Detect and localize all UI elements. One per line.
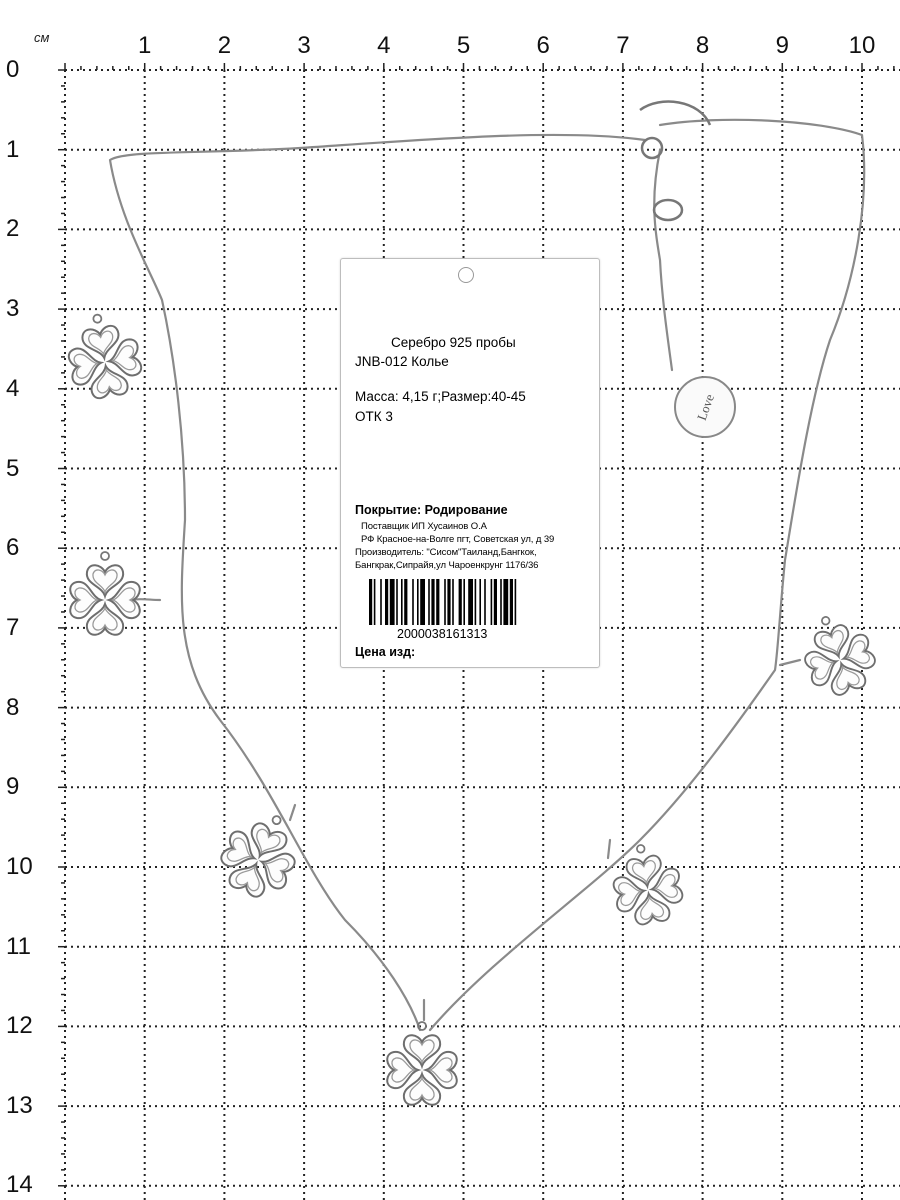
barcode-bar bbox=[463, 579, 465, 625]
x-axis-label: 10 bbox=[848, 32, 876, 59]
barcode-bar bbox=[444, 579, 446, 625]
barcode bbox=[369, 579, 571, 625]
tag-manufacturer-address: Бангкрак,Сипрайя,ул Чароенкрунг 1176/36 bbox=[355, 560, 539, 571]
clover-charm-5 bbox=[608, 839, 687, 928]
barcode-bar bbox=[436, 579, 439, 625]
unit-label: см bbox=[34, 30, 50, 45]
jump-ring bbox=[101, 552, 109, 560]
clover-charm-4 bbox=[387, 1022, 457, 1105]
y-axis-label: 12 bbox=[6, 1012, 33, 1040]
tag-price-label: Цена изд: bbox=[355, 645, 416, 659]
jump-ring bbox=[636, 844, 645, 853]
y-axis-label: 9 bbox=[6, 773, 20, 801]
extender-chain bbox=[654, 150, 672, 370]
barcode-bar bbox=[491, 579, 493, 625]
barcode-bar bbox=[500, 579, 502, 625]
jump-ring bbox=[821, 616, 831, 626]
barcode-bar bbox=[404, 579, 407, 625]
clasp bbox=[640, 102, 710, 220]
barcode-bar bbox=[380, 579, 382, 625]
jump-ring bbox=[271, 815, 282, 826]
y-axis-label: 1 bbox=[6, 135, 20, 163]
chain-drop-6 bbox=[780, 660, 800, 665]
barcode-number: 2000038161313 bbox=[397, 627, 488, 641]
clover-charm-6 bbox=[793, 606, 882, 702]
tag-article: JNB-012 Колье bbox=[355, 354, 449, 369]
tag-coating: Покрытие: Родирование bbox=[355, 503, 508, 517]
charm-engraving: Love bbox=[693, 392, 718, 423]
y-axis-label: 8 bbox=[6, 693, 20, 721]
chain-drop-5 bbox=[608, 840, 610, 858]
tag-otk: ОТК 3 bbox=[355, 409, 393, 424]
y-axis-label: 4 bbox=[6, 374, 20, 402]
barcode-bar bbox=[390, 579, 395, 625]
tag-supplier: Поставщик ИП Хусаинов О.А bbox=[361, 521, 487, 532]
x-axis-label: 9 bbox=[775, 32, 789, 59]
barcode-bar bbox=[385, 579, 388, 625]
jump-ring bbox=[93, 314, 102, 323]
barcode-bar bbox=[428, 579, 430, 625]
barcode-bar bbox=[374, 579, 376, 625]
y-axis-label: 11 bbox=[6, 932, 31, 960]
y-axis-label: 2 bbox=[6, 215, 20, 243]
tag-metal: Серебро 925 пробы bbox=[391, 335, 516, 350]
x-axis-label: 4 bbox=[377, 32, 391, 59]
y-axis-label: 5 bbox=[6, 454, 20, 482]
barcode-bar bbox=[447, 579, 450, 625]
tag-supplier-address: РФ Красное-на-Волге пгт, Советская ул, д 39 bbox=[361, 534, 555, 545]
clover-charm-2 bbox=[70, 552, 140, 635]
price-tag bbox=[340, 258, 600, 668]
x-axis-label: 6 bbox=[536, 32, 550, 59]
barcode-bar bbox=[396, 579, 398, 625]
x-axis-label: 3 bbox=[297, 32, 311, 59]
barcode-bar bbox=[417, 579, 419, 625]
x-axis-label: 2 bbox=[217, 32, 232, 59]
barcode-bar bbox=[459, 579, 462, 625]
barcode-bar bbox=[484, 579, 486, 625]
clover-charm-3 bbox=[212, 802, 310, 906]
barcode-bar bbox=[431, 579, 434, 625]
barcode-bar bbox=[412, 579, 414, 625]
y-axis-label: 0 bbox=[6, 56, 20, 83]
barcode-bar bbox=[420, 579, 425, 625]
y-axis-label: 6 bbox=[6, 534, 20, 562]
tag-hole bbox=[458, 267, 474, 283]
clover-charm-1 bbox=[62, 309, 145, 403]
x-axis-label: 1 bbox=[138, 32, 152, 59]
tag-manufacturer: Производитель: "Сисом"Таиланд,Бангкок, bbox=[355, 547, 537, 558]
barcode-bar bbox=[401, 579, 403, 625]
love-charm bbox=[675, 377, 735, 437]
barcode-bar bbox=[494, 579, 497, 625]
barcode-bar bbox=[468, 579, 473, 625]
x-axis-label: 5 bbox=[456, 32, 471, 59]
tag-weight-size: Масса: 4,15 г;Размер:40-45 bbox=[355, 389, 526, 404]
barcode-bar bbox=[510, 579, 513, 625]
barcode-bar bbox=[515, 579, 517, 625]
y-axis-label: 13 bbox=[6, 1092, 33, 1120]
barcode-bar bbox=[452, 579, 454, 625]
barcode-bar bbox=[503, 579, 508, 625]
barcode-bar bbox=[369, 579, 372, 625]
y-axis-label: 14 bbox=[6, 1171, 33, 1198]
y-axis-label: 10 bbox=[6, 853, 33, 880]
x-axis-label: 7 bbox=[616, 32, 630, 59]
x-axis-label: 8 bbox=[695, 32, 710, 59]
chain-drop-3 bbox=[290, 805, 295, 820]
y-axis-label: 3 bbox=[6, 295, 20, 323]
y-axis-label: 7 bbox=[6, 613, 20, 641]
barcode-bar bbox=[479, 579, 481, 625]
barcode-bar bbox=[475, 579, 477, 625]
